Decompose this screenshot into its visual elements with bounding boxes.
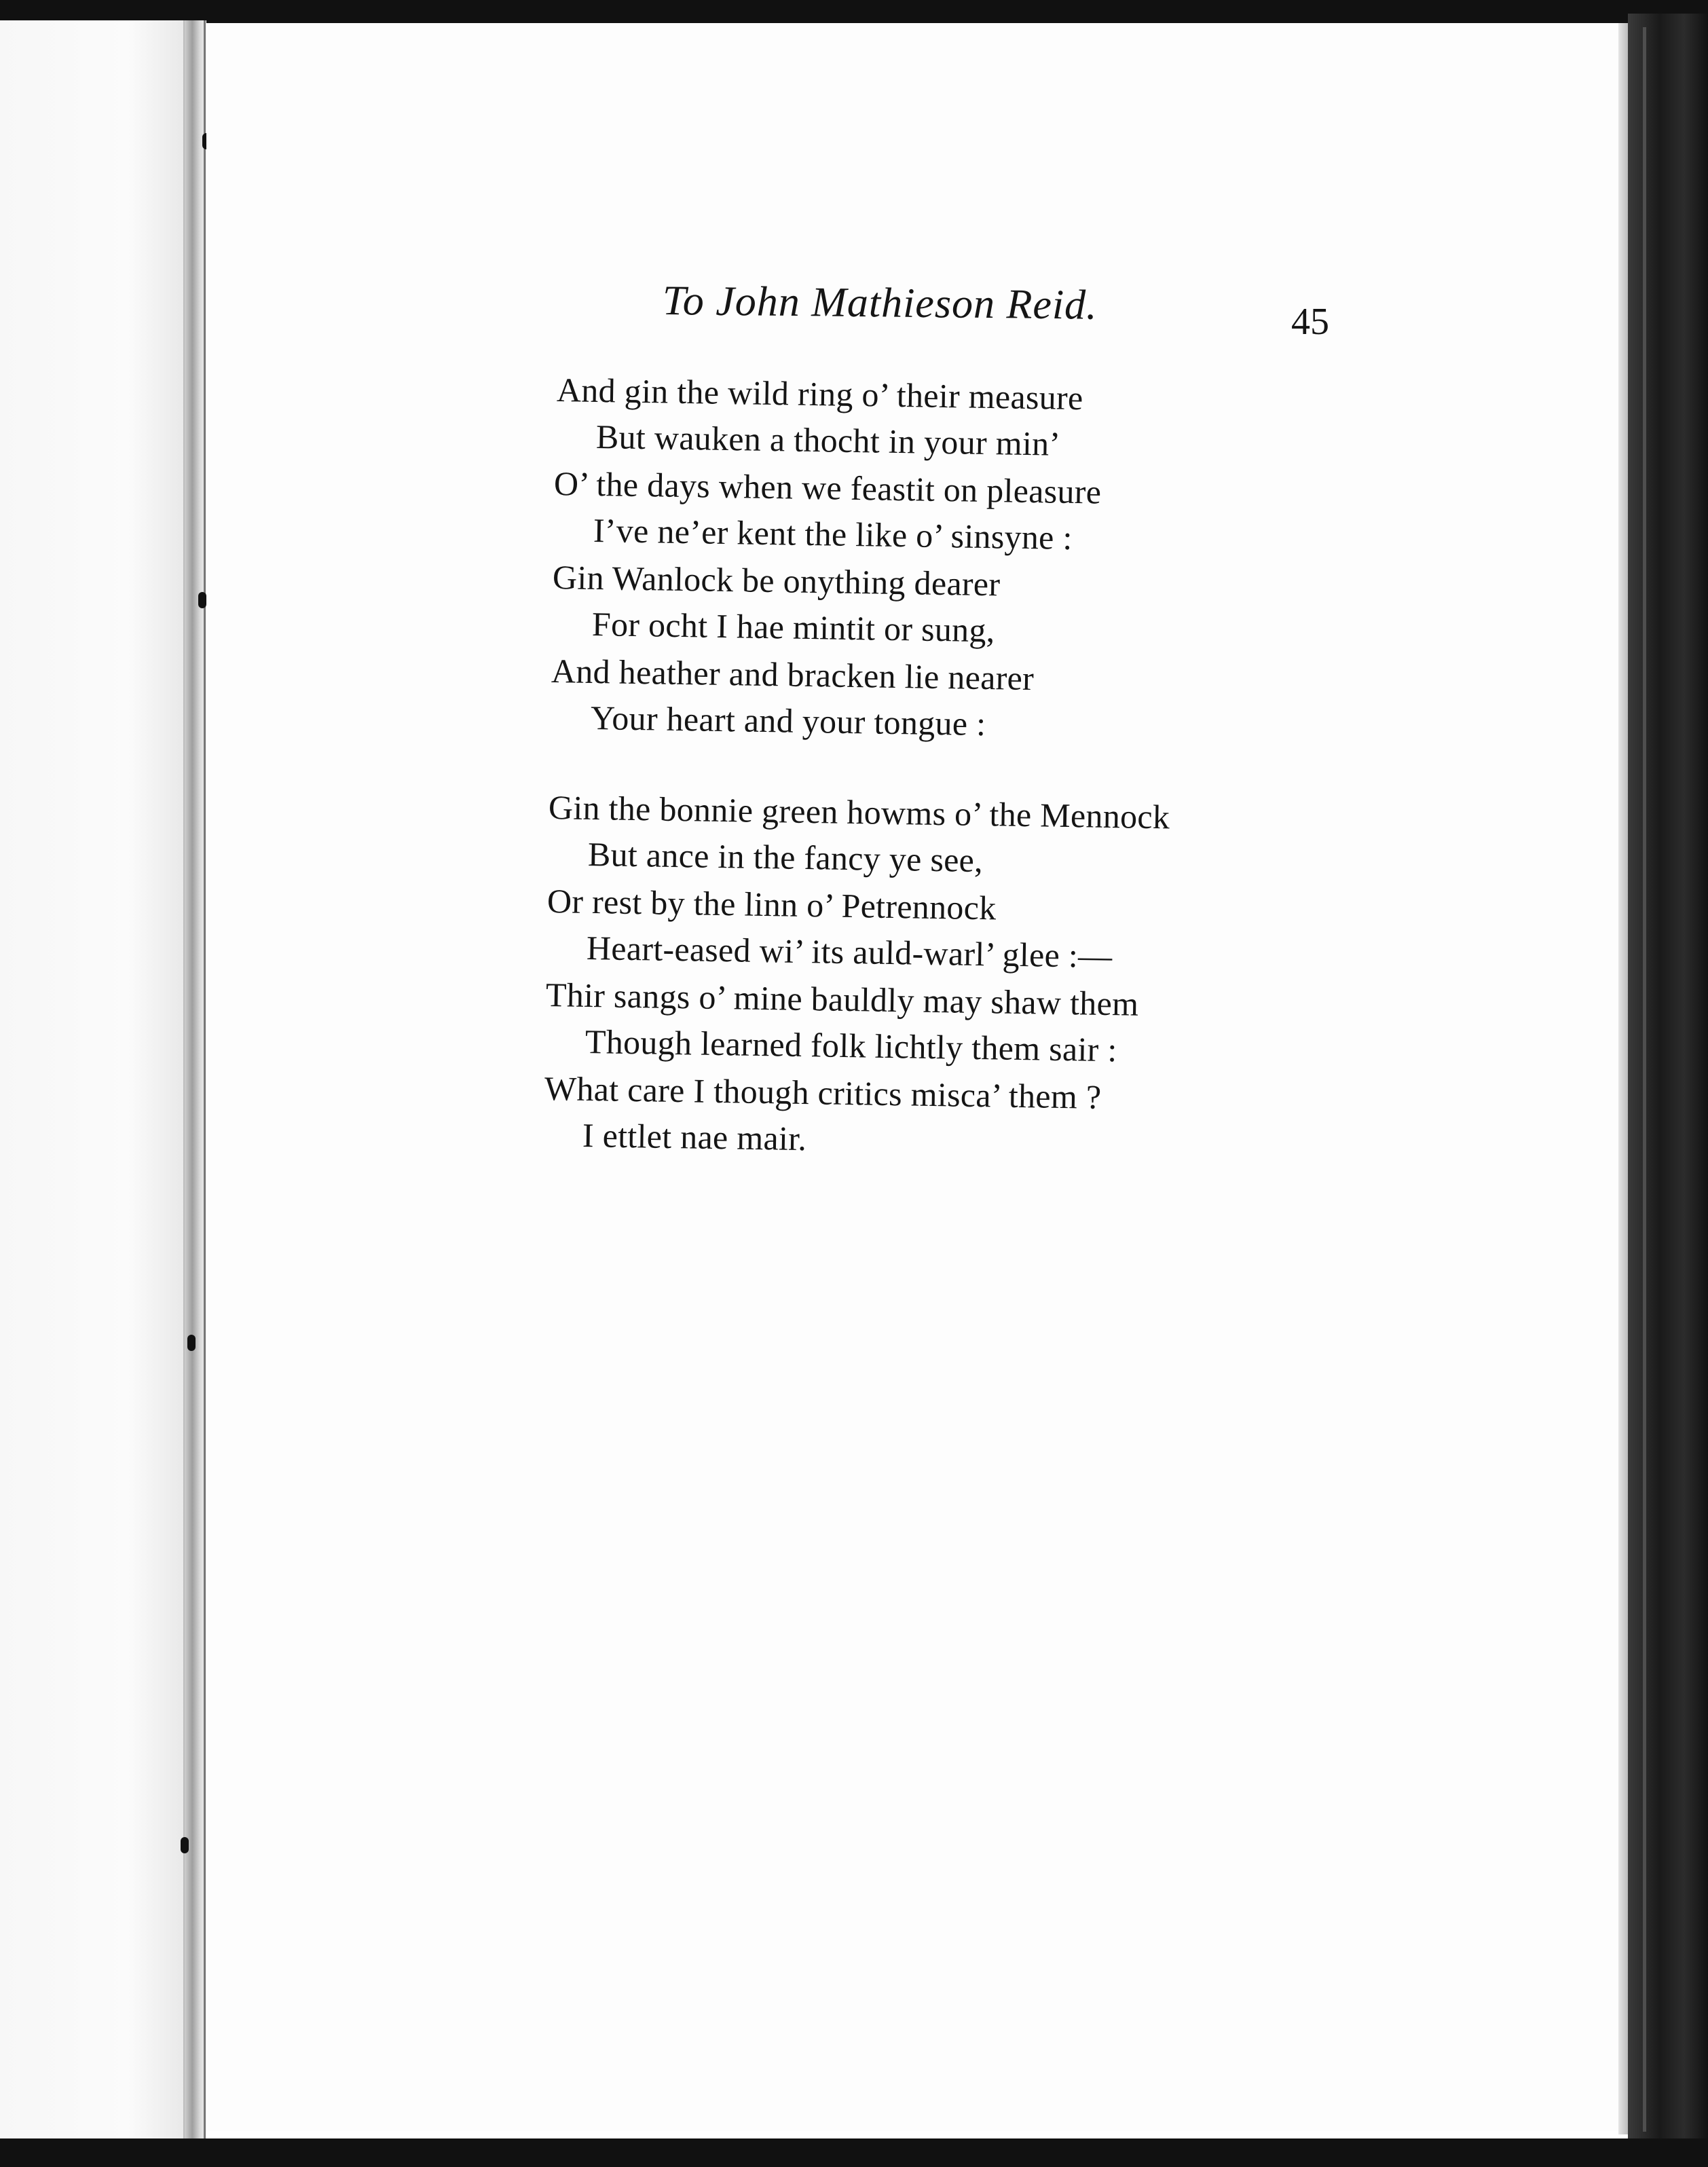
poem-line: For ocht I hae mintit or sung, xyxy=(591,605,996,650)
poem-line: Though learned folk lichtly them sair : xyxy=(584,1022,1118,1069)
book-page-right xyxy=(206,23,1618,2131)
scan-border-top xyxy=(0,0,1708,23)
poem-line: Gin Wanlock be onything dearer xyxy=(552,558,1001,604)
poem-line: But ance in the fancy ye see, xyxy=(587,835,984,880)
page-edge xyxy=(1618,23,1628,2134)
page-number: 45 xyxy=(1291,301,1329,343)
poem-line: I ettlet nae mair. xyxy=(582,1116,807,1158)
book-cover-edge xyxy=(1628,14,1708,2145)
facing-page-left xyxy=(0,20,185,2142)
poem-line: Thir sangs o’ mine bauldly may shaw them xyxy=(545,976,1139,1023)
poem-line: But wauken a thocht in your min’ xyxy=(595,418,1061,463)
poem-line: Your heart and your tongue : xyxy=(590,699,986,743)
binding-mark xyxy=(181,1837,189,1853)
binding-mark xyxy=(187,1335,196,1351)
poem-line: Heart-eased wi’ its auld-warl’ glee :— xyxy=(586,929,1113,976)
poem-line: What care I though critics misca’ them ? xyxy=(544,1069,1102,1116)
poem-line: O’ the days when we feastit on pleasure xyxy=(553,464,1102,511)
poem-line: Or rest by the linn o’ Petrennock xyxy=(546,882,997,927)
poem-line: I’ve ne’er kent the like o’ sinsyne : xyxy=(593,511,1073,557)
poem-line: And gin the wild ring o’ their measure xyxy=(556,371,1083,418)
running-head: To John Mathieson Reid. xyxy=(662,278,1098,329)
gutter-shadow-line xyxy=(204,20,206,2142)
poem-line: Gin the bonnie green howms o’ the Mennock xyxy=(548,788,1170,836)
binding-mark xyxy=(198,592,206,608)
poem-line: And heather and bracken lie nearer xyxy=(551,652,1035,698)
scan-border-bottom xyxy=(0,2138,1708,2167)
cover-edge-stripe xyxy=(1643,27,1646,2132)
